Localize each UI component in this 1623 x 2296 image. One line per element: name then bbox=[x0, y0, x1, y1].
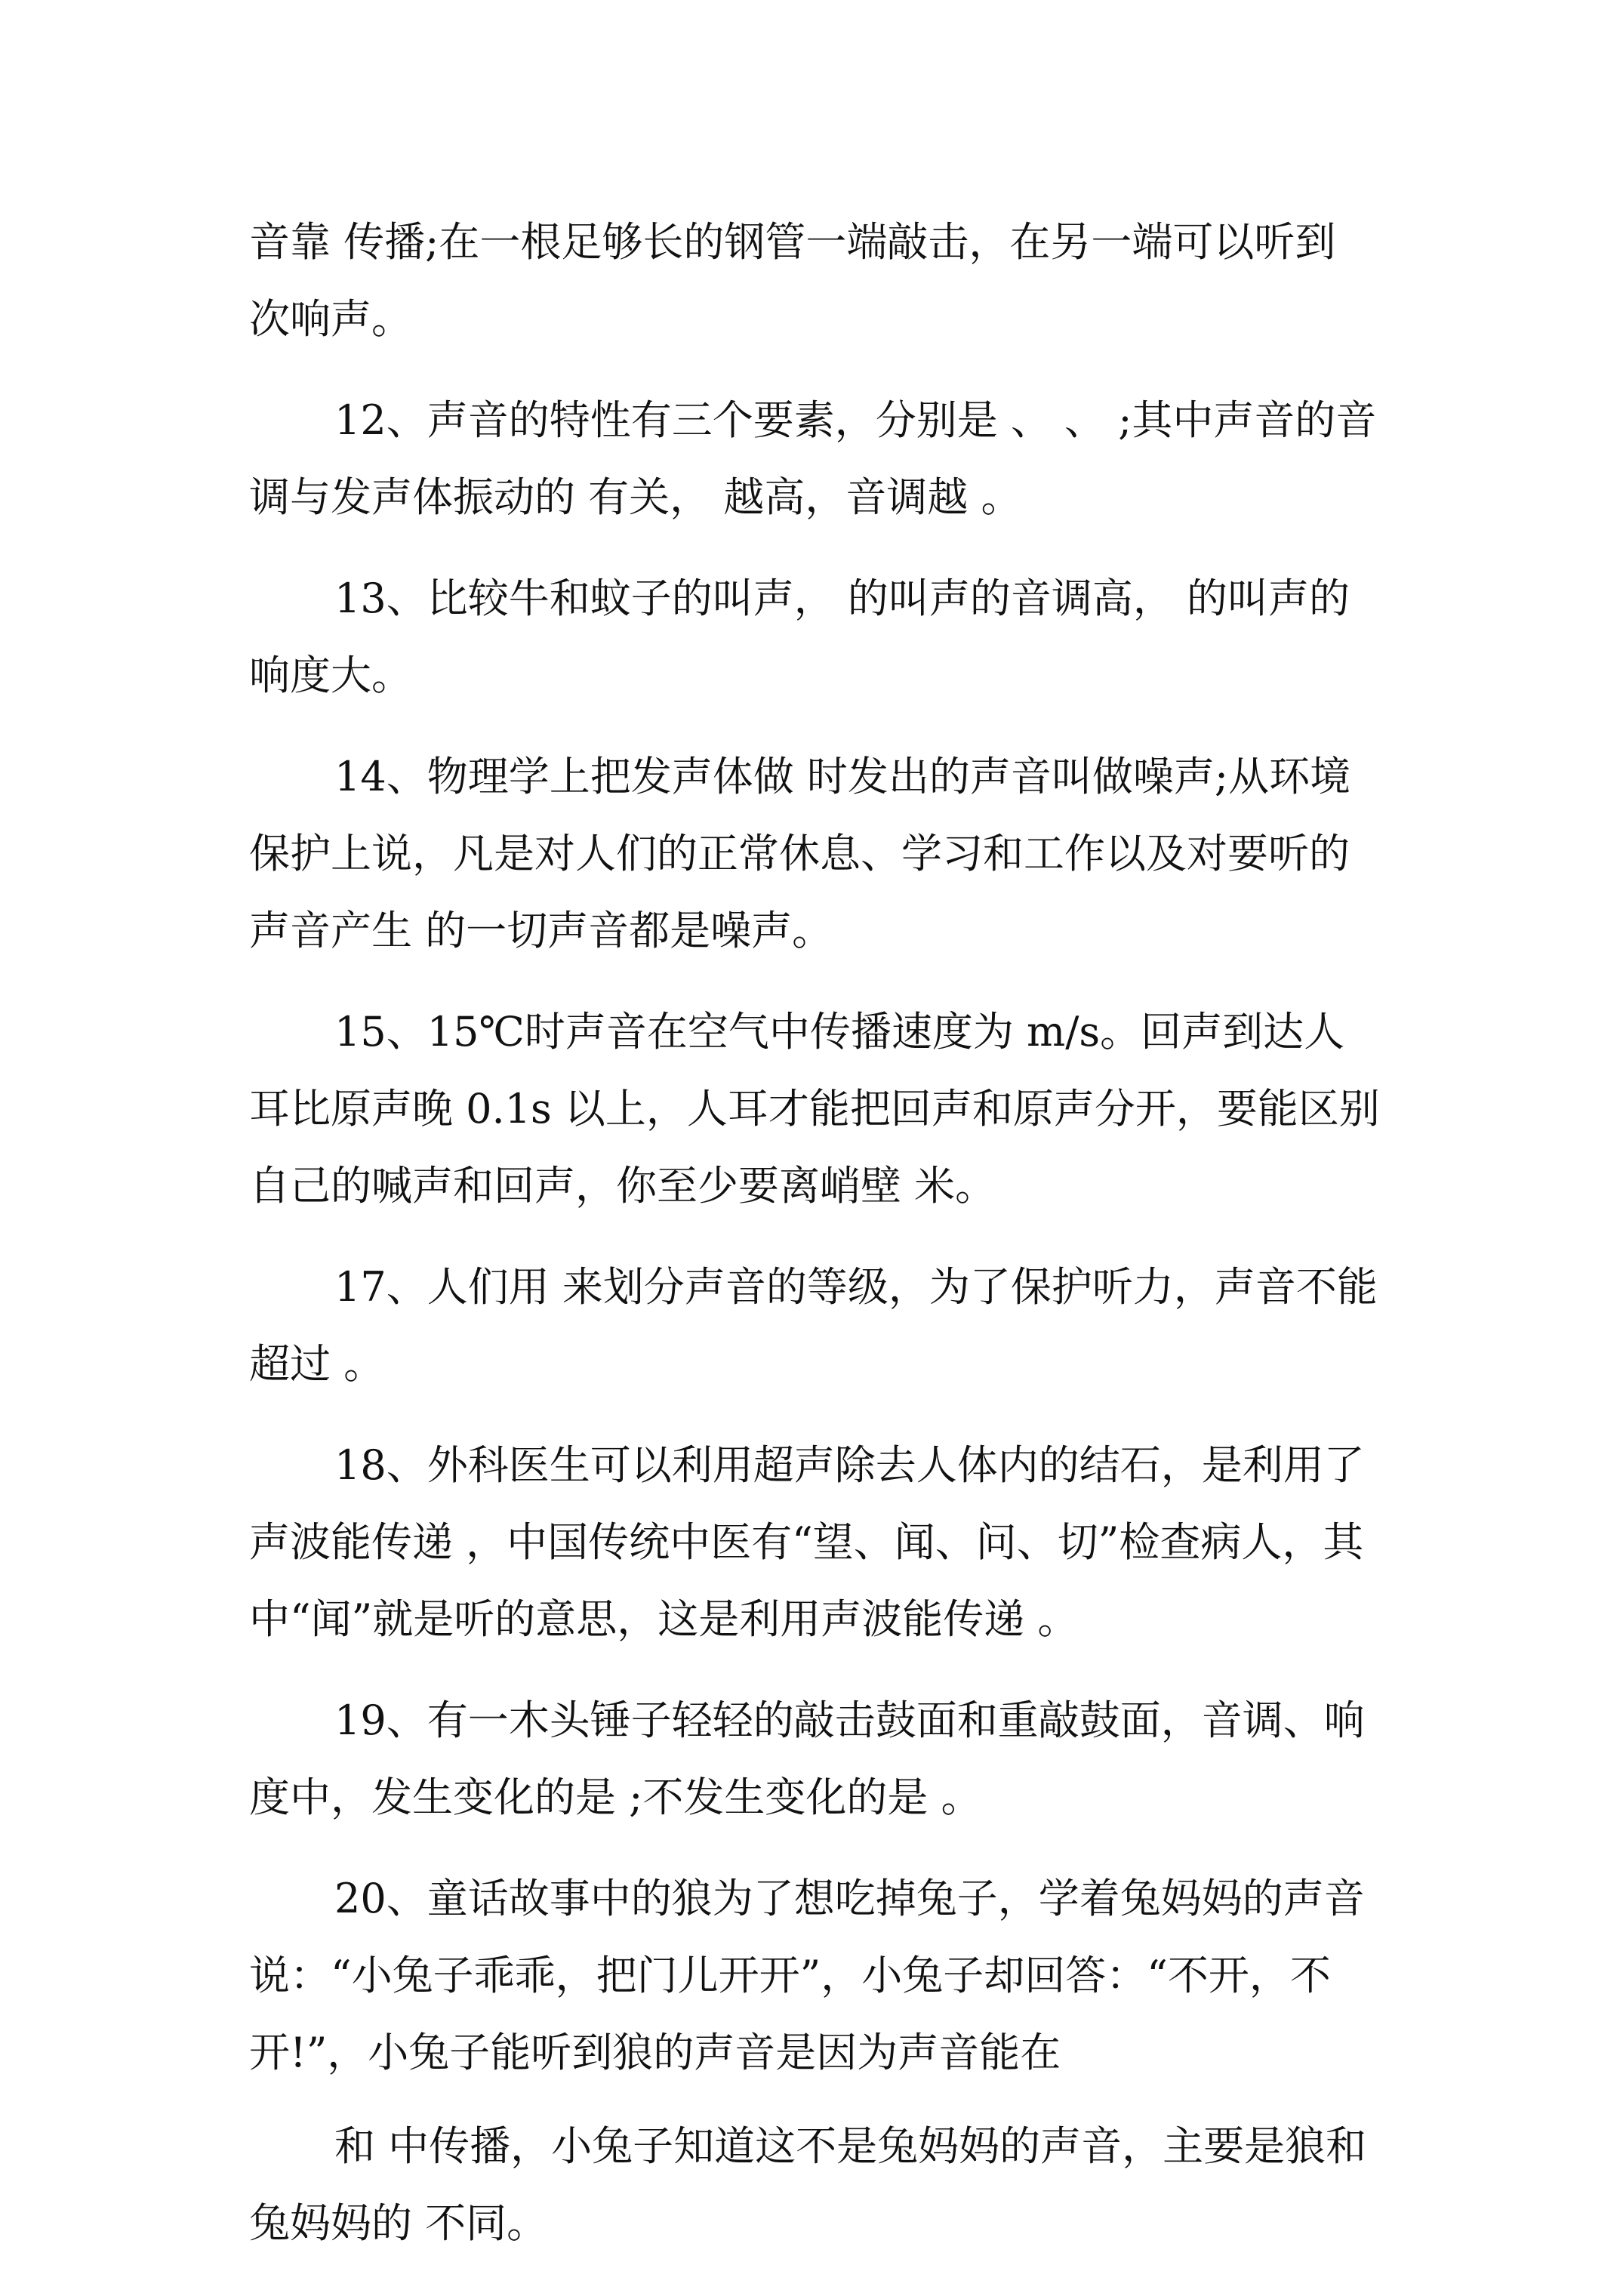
question-20: 20、童话故事中的狼为了想吃掉兔子，学着兔妈妈的声音说：“小兔子乖乖，把门儿开开”，小兔子却回答：“不开，不开!”，小兔子能听到狼的声音是因为声音能在 bbox=[249, 1875, 1365, 2076]
question-14: 14、物理学上把发声体做 时发出的声音叫做噪声;从环境保护上说，凡是对人们的正常休息、学习和工作以及对要听的声音产生 的一切声音都是噪声。 bbox=[249, 753, 1351, 954]
question-20-continued: 和 中传播，小兔子知道这不是兔妈妈的声音，主要是狼和兔妈妈的 不同。 bbox=[249, 2122, 1367, 2247]
question-19: 19、有一木头锤子轻轻的敲击鼓面和重敲鼓面，音调、响度中，发生变化的是 ;不发生变化的是 。 bbox=[249, 1697, 1365, 1821]
question-18: 18、外科医生可以利用超声除去人体内的结石，是利用了声波能传递 ，中国传统中医有“望、闻、问、切”检查病人，其中“闻”就是听的意思，这是利用声波能传递 。 bbox=[249, 1441, 1365, 1643]
paragraph-carryover: 音靠 传播;在一根足够长的钢管一端敲击，在另一端可以听到 次响声。 bbox=[249, 218, 1336, 343]
question-13: 13、比较牛和蚊子的叫声， 的叫声的音调高， 的叫声的响度大。 bbox=[249, 575, 1350, 699]
document-body bbox=[249, 204, 1381, 2286]
question-12: 12、声音的特性有三个要素，分别是 、 、 ;其中声音的音调与发声体振动的 有关， 越高，音调越 。 bbox=[249, 396, 1377, 521]
question-15: 15、15℃时声音在空气中传播速度为 m/s。回声到达人耳比原声晚 0.1s 以上，人耳才能把回声和原声分开，要能区别自己的喊声和回声，你至少要离峭壁 米。 bbox=[249, 1008, 1380, 1210]
question-17: 17、人们用 来划分声音的等级，为了保护听力，声音不能超过 。 bbox=[249, 1263, 1378, 1388]
